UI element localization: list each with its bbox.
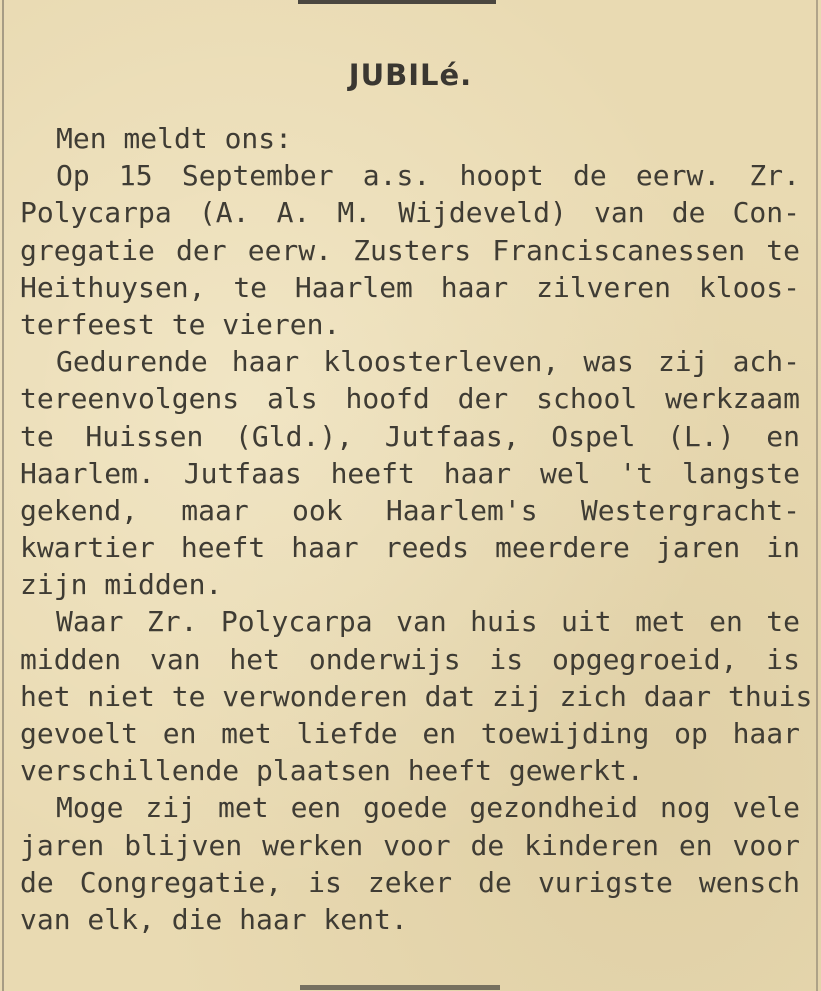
article-line: de Congregatie, is zeker de vurigste wensch <box>20 865 800 899</box>
article-line: Waar Zr. Polycarpa van huis uit met en te <box>56 605 800 639</box>
article-title: JUBILé. <box>348 58 473 92</box>
article-line: terfeest te vieren. <box>20 307 341 341</box>
article-line: Moge zij met een goede gezondheid nog vele <box>56 791 800 825</box>
article-line: Men meldt ons: <box>56 122 293 155</box>
article-line: verschillende plaatsen heeft gewerkt. <box>20 754 644 788</box>
article-line: gevoelt en met liefde en toewijding op haar <box>20 717 800 750</box>
article-line: tereenvolgens als hoofd der school werkzaam <box>20 382 800 416</box>
article-line: Haarlem. Jutfaas heeft haar wel 't langste <box>20 456 800 490</box>
bottom-separator-rule <box>300 985 500 990</box>
article-line: zijn midden. <box>20 568 223 602</box>
right-column-rule <box>816 0 818 991</box>
article-line: te Huissen (Gld.), Jutfaas, Ospel (L.) en <box>20 419 800 453</box>
article-line: Op 15 September a.s. hoopt de eerw. Zr. <box>56 159 800 193</box>
article-body <box>20 120 813 938</box>
top-separator-rule <box>298 0 496 4</box>
article-line: midden van het onderwijs is opgegroeid, is <box>20 642 800 676</box>
article-line: gregatie der eerw. Zusters Franciscanessen te <box>20 233 800 267</box>
article-line: Polycarpa (A. A. M. Wijdeveld) van de Con- <box>20 196 800 230</box>
article-line: jaren blijven werken voor de kinderen en voor <box>20 828 800 862</box>
article-line: kwartier heeft haar reeds meerdere jaren in <box>20 531 800 565</box>
article-line: gekend, maar ook Haarlem's Westergracht- <box>20 493 800 527</box>
article-line: Heithuysen, te Haarlem haar zilveren kloos- <box>20 270 800 304</box>
article-line: het niet te verwonderen dat zij zich daar thuis <box>20 679 813 713</box>
article-line: Gedurende haar kloosterleven, was zij ach- <box>56 345 800 379</box>
left-column-rule <box>2 0 4 991</box>
article-line: van elk, die haar kent. <box>20 902 408 936</box>
